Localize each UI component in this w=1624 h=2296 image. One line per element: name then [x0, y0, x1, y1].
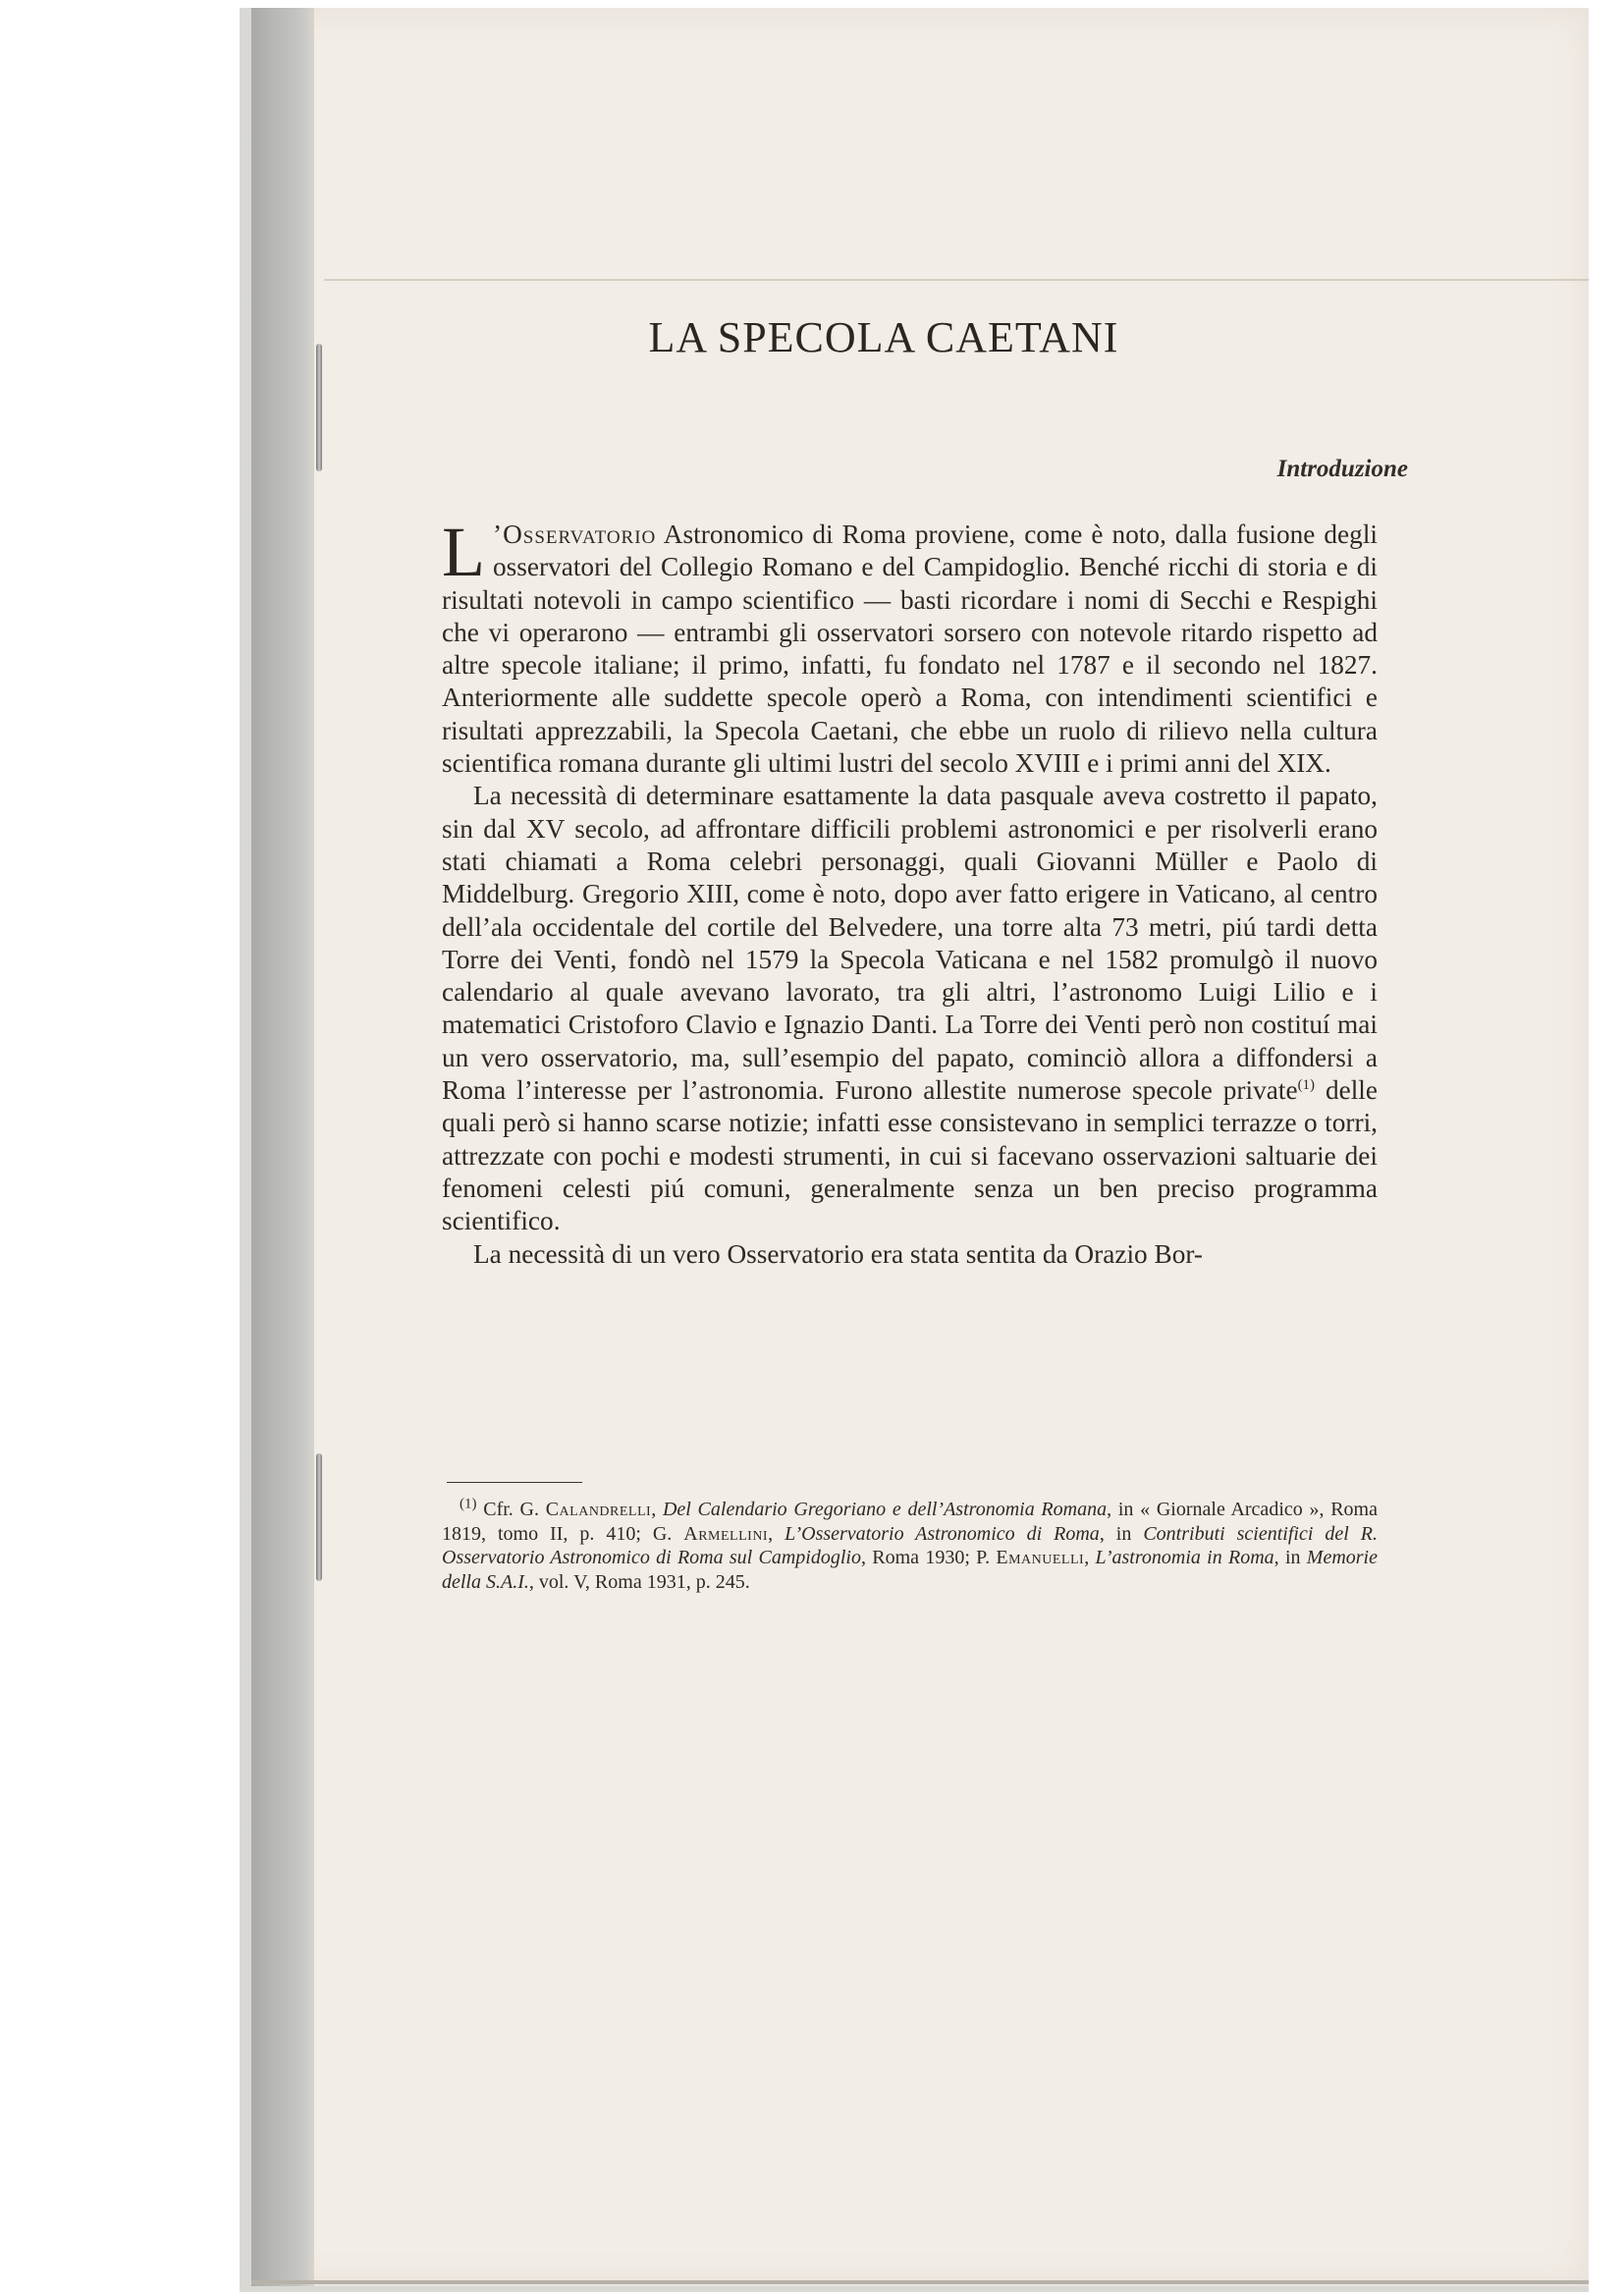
body-text — [442, 513, 1378, 1271]
footnote-text: , in — [1099, 1522, 1144, 1545]
staple-top — [316, 344, 322, 471]
footnote-work-title: Memorie della S.A.I. — [442, 1547, 1378, 1593]
paragraph-1-text: Astronomico di Roma proviene, come è noto, dalla fusione degli osservatori del Collegio Romano e del Campidoglio. Benché ricchi di storia e di risultati notevoli in campo scientifico — basti ricordare i nomi di Secchi e Respighi che vi operarono — entrambi gli osservatori sorsero con notevole ritardo rispetto ad altre specole italiane; il primo, infatti, fu fondato nel 1787 e il secondo nel 1827. Anteriormente alle suddette specole operò a Roma, con intendimenti scientifici e risultati apprezzabili, la Specola Caetani, che ebbe un ruolo di rilievo nella cultura scientifica romana durante gli ultimi lustri del secolo XVIII e i primi anni del XIX. — [442, 519, 1378, 779]
lead-word: ’Osservatorio — [492, 519, 657, 549]
paragraph-2 — [442, 780, 1378, 1237]
document-title: LA SPECOLA CAETANI — [648, 313, 1119, 361]
footnote-text: Cfr. G. — [476, 1499, 546, 1520]
footnote-work-title: Contributi scientifici del R. Osservatorio Astronomico di Roma sul Campidoglio — [442, 1522, 1378, 1568]
page-bottom-edge — [251, 2280, 1589, 2284]
footnote-author: Armellini — [683, 1522, 769, 1545]
footnote — [442, 1498, 1378, 1594]
paragraph-3-text: La necessità di un vero Osservatorio era stata sentita da Orazio Bor- — [473, 1238, 1204, 1269]
footnote-work-title: L’astronomia in Roma — [1095, 1547, 1274, 1568]
drop-cap: L — [442, 513, 485, 591]
paragraph-2-text-a: La necessità di determinare esattamente la data pasquale aveva costretto il papato, sin dal XV secolo, ad affrontare difficili problemi astronomici e per risolverli erano stati chiamati a Roma celebri personaggi, quali Giovanni Müller e Paolo di Middelburg. Gregorio XIII, come è noto, dopo aver fatto erigere in Vaticano, al centro dell’ala occidentale del cortile del Belvedere, una torre alta 73 metri, piú tardi detta Torre dei Venti, fondò nel 1579 la Specola Vaticana e nel 1582 promulgò il nuovo calendario al quale avevano lavorato, tra gli altri, l’astronomo Luigi Lilio e i matematici Cristoforo Clavio e Ignazio Danti. La Torre dei Venti però non costituí mai un vero osservatorio, ma, sull’esempio del papato, cominciò allora a diffondersi a Roma l’interesse per l’astronomia. Furono allestite numerose specole private — [442, 781, 1378, 1106]
footnote-marker: (1) — [460, 1496, 477, 1512]
binding-spine — [251, 8, 314, 2286]
footnote-author: Calandrelli — [545, 1499, 652, 1520]
page-fold-line — [324, 279, 1589, 281]
footnote-text: , Roma 1930; P. — [860, 1547, 997, 1568]
footnote-reference: (1) — [1297, 1076, 1316, 1093]
footnote-text: , in — [1273, 1547, 1307, 1568]
footnote-text: , — [651, 1499, 663, 1520]
paragraph-2-text-b: delle quali però si hanno scarse notizie; infatti esse consistevano in semplici terrazze o torri, attrezzate con pochi e modesti strumenti, in cui si facevano osservazioni saltuarie dei fenomeni celesti piú comuni, generalmente senza un ben preciso programma scientifico. — [442, 1075, 1378, 1236]
footnote-1 — [442, 1498, 1378, 1594]
footnote-text: , — [768, 1522, 785, 1545]
footnote-text: , in « Giornale Arcadico », Roma 1819, tomo II, p. 410; G. — [442, 1499, 1378, 1545]
footnote-rule — [447, 1482, 582, 1483]
footnote-text: , — [1084, 1547, 1096, 1568]
footnote-author: Emanuelli — [996, 1547, 1085, 1568]
staple-bottom — [316, 1453, 322, 1581]
footnote-work-title: Del Calendario Gregoriano e dell’Astronomia Romana — [662, 1499, 1108, 1520]
footnote-work-title: L’Osservatorio Astronomico di Roma — [785, 1522, 1100, 1545]
paragraph-3 — [442, 1238, 1378, 1271]
footnote-text: , vol. V, Roma 1931, p. 245. — [528, 1570, 750, 1593]
section-heading: Introduzione — [1276, 456, 1408, 482]
paragraph-1 — [442, 513, 1378, 780]
